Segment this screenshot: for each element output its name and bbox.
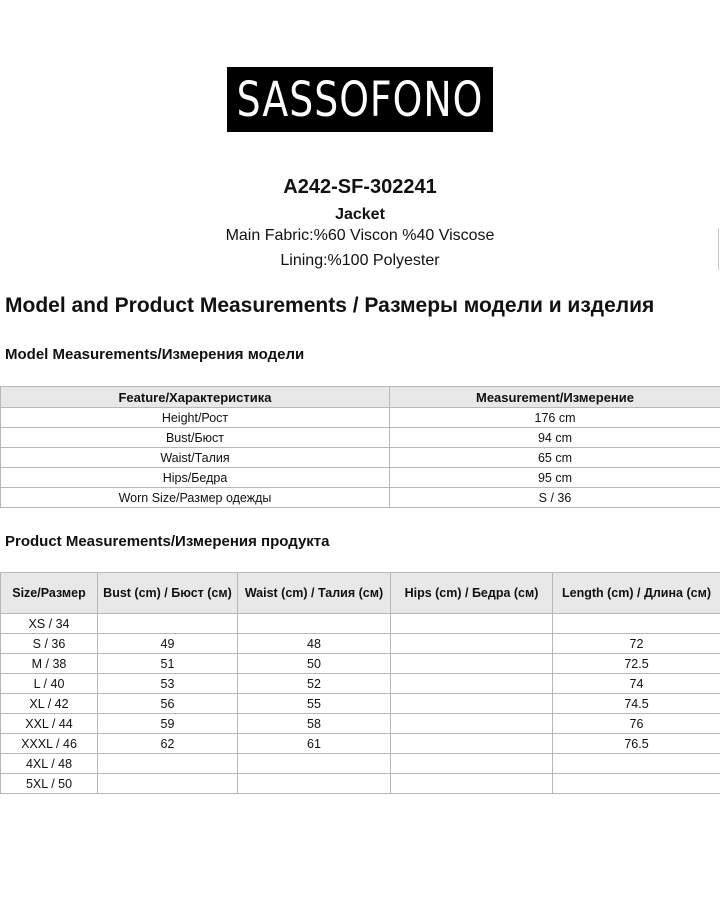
table-cell: Bust/Бюст (1, 428, 390, 448)
table-cell (391, 694, 553, 714)
table-row (1, 714, 720, 734)
table-cell (98, 774, 238, 794)
table-cell: 49 (98, 634, 238, 654)
brand-logo (227, 67, 493, 132)
table-cell: 52 (238, 674, 391, 694)
table-cell: 53 (98, 674, 238, 694)
table-cell: 48 (238, 634, 391, 654)
table-row (1, 468, 720, 488)
model-measurements-table (0, 386, 720, 508)
table-row (1, 428, 720, 448)
table-cell: S / 36 (390, 488, 720, 508)
table-header-row (1, 387, 720, 408)
column-header: Bust (cm) / Бюст (см) (98, 573, 238, 614)
table-row (1, 674, 720, 694)
table-cell (391, 714, 553, 734)
column-header: Size/Размер (1, 573, 98, 614)
table-cell: 95 cm (390, 468, 720, 488)
table-cell: XL / 42 (1, 694, 98, 714)
page-title: Model and Product Measurements / Размеры модели и изделия (5, 294, 655, 317)
table-cell: 74 (553, 674, 720, 694)
table-cell: L / 40 (1, 674, 98, 694)
table-cell (391, 674, 553, 694)
table-row (1, 488, 720, 508)
product-measurements-table (0, 572, 720, 794)
table-cell: 176 cm (390, 408, 720, 428)
table-row (1, 614, 720, 634)
table-cell (238, 754, 391, 774)
column-header: Hips (cm) / Бедра (см) (391, 573, 553, 614)
table-cell: 65 cm (390, 448, 720, 468)
table-cell: XXL / 44 (1, 714, 98, 734)
column-header: Measurement/Измерение (390, 387, 720, 408)
table-cell: Worn Size/Размер одежды (1, 488, 390, 508)
table-cell (553, 774, 720, 794)
table-cell: 94 cm (390, 428, 720, 448)
table-cell: 61 (238, 734, 391, 754)
table-cell: 56 (98, 694, 238, 714)
table-cell (98, 754, 238, 774)
table-cell (391, 754, 553, 774)
table-row (1, 654, 720, 674)
table-cell: 72.5 (553, 654, 720, 674)
table-cell: M / 38 (1, 654, 98, 674)
lining-fabric: Lining:%100 Polyester (280, 252, 440, 269)
table-cell: 76 (553, 714, 720, 734)
table-cell: 51 (98, 654, 238, 674)
table-cell: 59 (98, 714, 238, 734)
table-cell (553, 614, 720, 634)
table-cell: 4XL / 48 (1, 754, 98, 774)
table-cell: S / 36 (1, 634, 98, 654)
product-type: Jacket (335, 206, 385, 223)
table-cell: XXXL / 46 (1, 734, 98, 754)
table-cell: 62 (98, 734, 238, 754)
product-section-title: Product Measurements/Измерения продукта (5, 533, 330, 550)
table-row (1, 634, 720, 654)
table-cell: Height/Рост (1, 408, 390, 428)
column-header: Length (cm) / Длина (см) (553, 573, 720, 614)
table-cell (391, 734, 553, 754)
table-row (1, 694, 720, 714)
table-row (1, 774, 720, 794)
table-cell (553, 754, 720, 774)
table-cell: 76.5 (553, 734, 720, 754)
column-header: Feature/Характеристика (1, 387, 390, 408)
table-row (1, 408, 720, 428)
model-section-title: Model Measurements/Измерения модели (5, 346, 305, 363)
table-cell: 55 (238, 694, 391, 714)
table-cell: 5XL / 50 (1, 774, 98, 794)
table-cell (391, 634, 553, 654)
table-cell (238, 774, 391, 794)
table-cell (391, 614, 553, 634)
table-row (1, 448, 720, 468)
divider-line (718, 228, 719, 270)
table-cell: 72 (553, 634, 720, 654)
brand-logo-text: SASSOFONO (236, 71, 484, 128)
table-cell: Hips/Бедра (1, 468, 390, 488)
table-cell: 50 (238, 654, 391, 674)
table-row (1, 734, 720, 754)
table-cell (391, 774, 553, 794)
column-header: Waist (cm) / Талия (см) (238, 573, 391, 614)
table-header-row (1, 573, 720, 614)
product-code: A242-SF-302241 (283, 176, 437, 198)
table-cell: XS / 34 (1, 614, 98, 634)
table-cell: Waist/Талия (1, 448, 390, 468)
table-cell (391, 654, 553, 674)
table-cell (98, 614, 238, 634)
table-cell (238, 614, 391, 634)
table-row (1, 754, 720, 774)
main-fabric: Main Fabric:%60 Viscon %40 Viscose (225, 227, 495, 244)
table-cell: 58 (238, 714, 391, 734)
table-cell: 74.5 (553, 694, 720, 714)
